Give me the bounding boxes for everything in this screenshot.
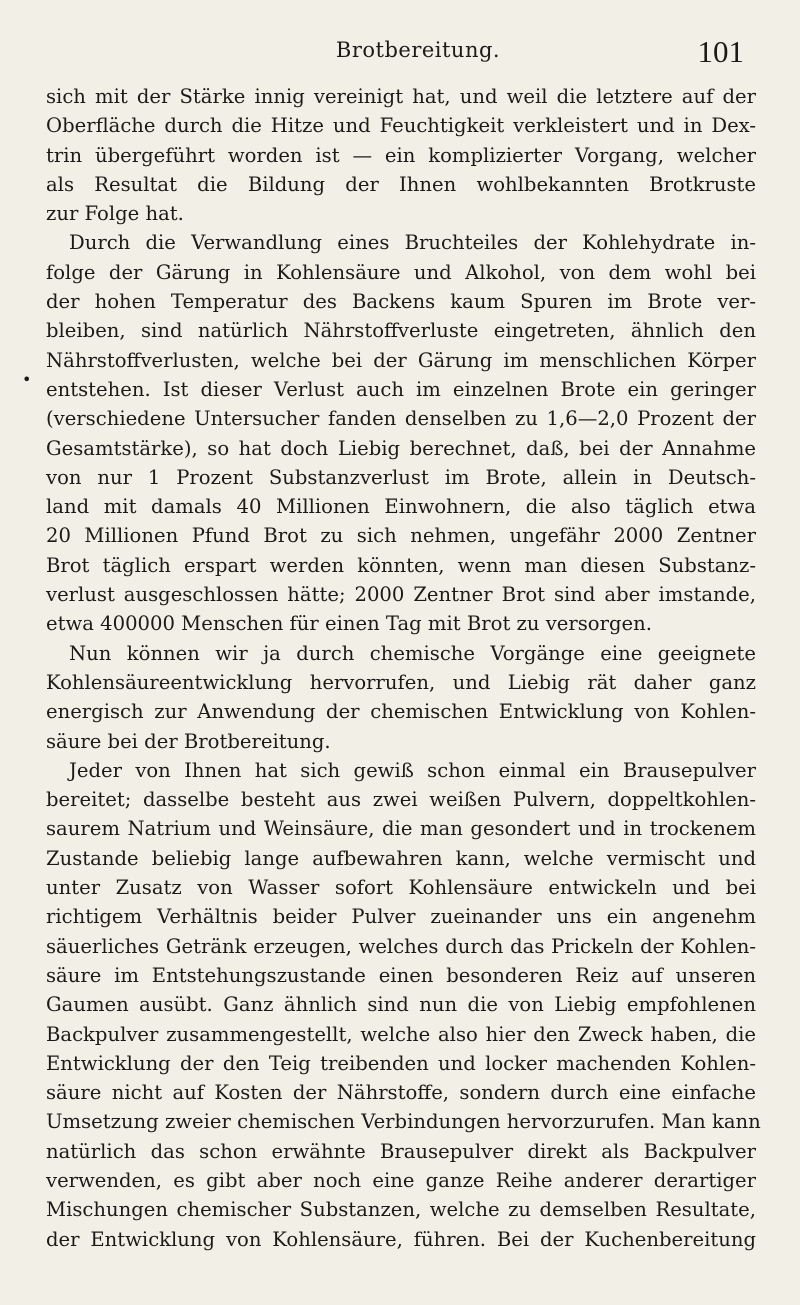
running-head: Brotbereitung. [335, 38, 501, 62]
text-line: bleiben, sind natürlich Nährstoffverluste eingetreten, ähnlich den [46, 319, 756, 343]
text-line: (verschiedene Untersucher fanden denselben zu 1,6—2,0 Prozent der [46, 407, 756, 431]
text-line: als Resultat die Bildung der Ihnen wohlbekannten Brotkruste [46, 172, 756, 196]
text-line: der hohen Temperatur des Backens kaum Spuren im Brote ver- [46, 290, 756, 314]
page-number: 101 [697, 34, 744, 69]
text-line: Oberfläche durch die Hitze und Feuchtigkeit verkleistert und in Dex- [46, 114, 756, 138]
text-line: Nährstoffverlusten, welche bei der Gärung im menschlichen Körper [46, 348, 756, 372]
text-line: Umsetzung zweier chemischen Verbindungen hervorzurufen. Man kann [46, 1110, 761, 1134]
text-line: Jeder von Ihnen hat sich gewiß schon einmal ein Brausepulver [69, 758, 756, 782]
text-line: der Entwicklung von Kohlensäure, führen. Bei der Kuchenbereitung [46, 1227, 756, 1251]
text-line: von nur 1 Prozent Substanzverlust im Brote, allein in Deutsch- [46, 465, 756, 489]
text-line: saurem Natrium und Weinsäure, die man gesondert und in trockenem [46, 817, 756, 841]
text-line: entstehen. Ist dieser Verlust auch im einzelnen Brote ein geringer [46, 377, 756, 401]
margin-mark: • [22, 370, 32, 389]
text-line: folge der Gärung in Kohlensäure und Alkohol, von dem wohl bei [46, 260, 756, 284]
text-line: Gesamtstärke), so hat doch Liebig berechnet, daß, bei der Annahme [46, 436, 756, 460]
text-line: 20 Millionen Pfund Brot zu sich nehmen, ungefähr 2000 Zentner [46, 524, 756, 548]
text-line: Zustande beliebig lange aufbewahren kann, welche vermischt und [46, 846, 756, 870]
text-line: Nun können wir ja durch chemische Vorgänge eine geeignete [69, 641, 756, 665]
text-line: Gaumen ausübt. Ganz ähnlich sind nun die von Liebig empfohlenen [46, 993, 756, 1017]
text-line: Backpulver zusammengestellt, welche also hier den Zweck haben, die [46, 1022, 756, 1046]
text-line: säure im Entstehungszustande einen besonderen Reiz auf unseren [46, 963, 756, 987]
text-line: verlust ausgeschlossen hätte; 2000 Zentner Brot sind aber imstande, [46, 583, 756, 607]
text-line: zur Folge hat. [46, 202, 184, 226]
text-line: verwenden, es gibt aber noch eine ganze Reihe anderer derartiger [46, 1168, 756, 1192]
text-line: sich mit der Stärke innig vereinigt hat, und weil die letztere auf der [46, 85, 756, 108]
text-line: Kohlensäureentwicklung hervorrufen, und Liebig rät daher ganz [46, 670, 756, 694]
text-line: land mit damals 40 Millionen Einwohnern, die also täglich etwa [46, 495, 756, 519]
text-line: Brot täglich erspart werden könnten, wenn man diesen Substanz- [46, 553, 756, 577]
text-line: Durch die Verwandlung eines Bruchteiles der Kohlehydrate in- [69, 231, 756, 255]
text-line: etwa 400000 Menschen für einen Tag mit Brot zu versorgen. [46, 612, 652, 636]
page-header [92, 34, 744, 74]
text-line: unter Zusatz von Wasser sofort Kohlensäure entwickeln und bei [46, 876, 756, 900]
text-line: trin übergeführt worden ist — ein komplizierter Vorgang, welcher [46, 143, 756, 167]
text-line: richtigem Verhältnis beider Pulver zueinander uns ein angenehm [46, 905, 756, 929]
text-line: säure bei der Brotbereitung. [46, 729, 331, 753]
text-line: natürlich das schon erwähnte Brausepulver direkt als Backpulver [46, 1139, 756, 1163]
text-line: bereitet; dasselbe besteht aus zwei weißen Pulvern, doppeltkohlen- [46, 788, 756, 812]
text-line: energisch zur Anwendung der chemischen Entwicklung von Kohlen- [46, 700, 756, 724]
text-line: Entwicklung der den Teig treibenden und locker machenden Kohlen- [46, 1051, 756, 1075]
text-line: säuerliches Getränk erzeugen, welches durch das Prickeln der Kohlen- [46, 934, 756, 958]
text-line: säure nicht auf Kosten der Nährstoffe, sondern durch eine einfache [46, 1081, 756, 1105]
text-line: Mischungen chemischer Substanzen, welche zu demselben Resultate, [46, 1198, 756, 1222]
body-text [46, 82, 761, 1254]
